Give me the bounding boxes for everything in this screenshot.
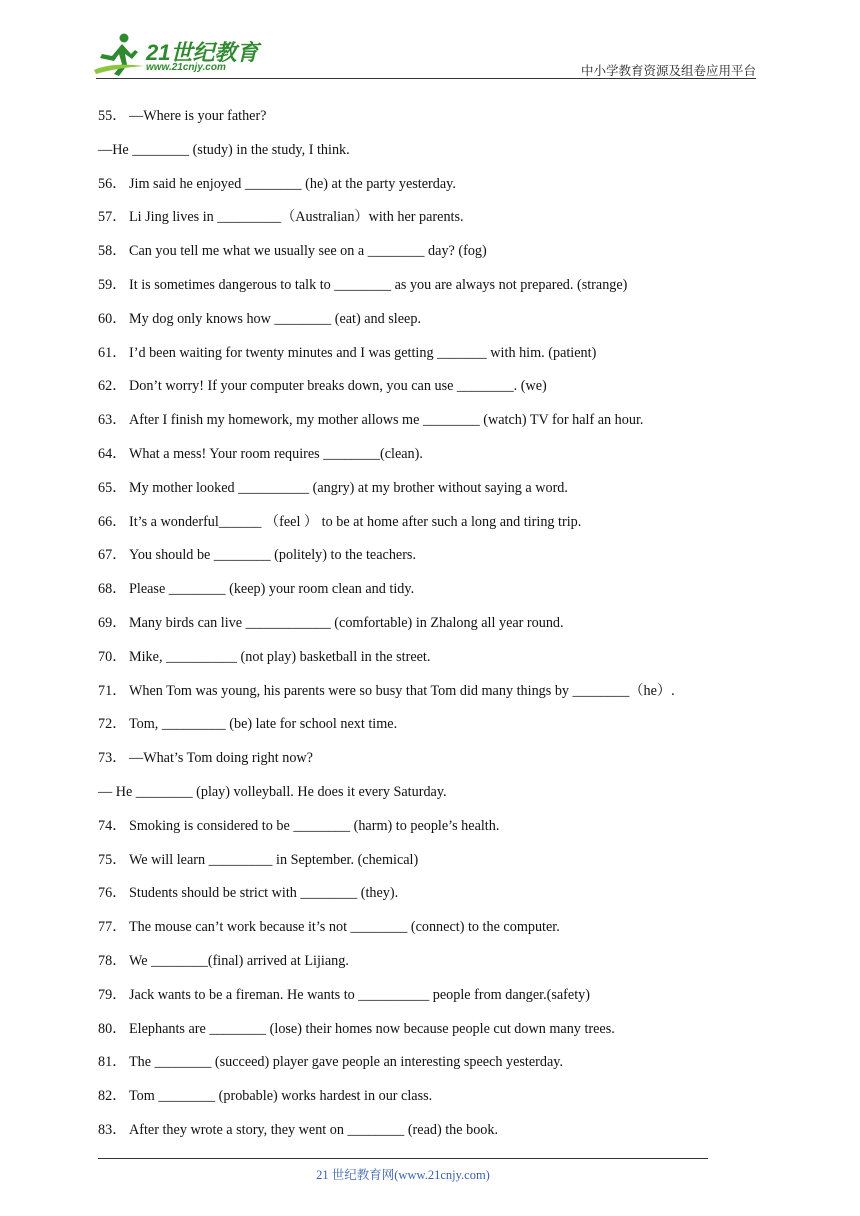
- footer-text: 21 世纪教育网(www.21cnjy.com): [316, 1168, 490, 1182]
- item-number: 78．: [98, 952, 127, 969]
- item-number: 73．: [98, 750, 127, 767]
- item-text: Tom, _________ (be) late for school next time.: [129, 716, 398, 733]
- exercise-line: [98, 205, 738, 239]
- exercise-line: [98, 780, 738, 814]
- item-text: My mother looked __________ (angry) at my brother without saying a word.: [129, 479, 568, 496]
- exercise-line: [98, 1084, 738, 1118]
- exercise-line: [98, 476, 738, 510]
- item-number: 70．: [98, 648, 127, 665]
- item-number: 81．: [98, 1054, 127, 1071]
- item-number: 66．: [98, 513, 127, 530]
- item-number: 56．: [98, 175, 127, 192]
- item-number: 80．: [98, 1020, 127, 1037]
- item-number: 60．: [98, 310, 127, 327]
- item-text: Jack wants to be a fireman. He wants to __________ people from danger.(safety): [129, 986, 590, 1003]
- site-logo: [92, 32, 262, 78]
- item-number: 83．: [98, 1121, 127, 1138]
- exercise-line: [98, 543, 738, 577]
- item-text: It’s a wonderful______ （feel ） to be at home after such a long and tiring trip.: [129, 513, 582, 530]
- item-number: 79．: [98, 986, 127, 1003]
- item-number: 65．: [98, 479, 127, 496]
- item-text: What a mess! Your room requires ________(clean).: [129, 445, 423, 462]
- item-text: Elephants are ________ (lose) their homes now because people cut down many trees.: [129, 1020, 615, 1037]
- exercise-list: [98, 104, 738, 1152]
- item-text: After I finish my homework, my mother allows me ________ (watch) TV for half an hour.: [129, 412, 644, 429]
- item-text: It is sometimes dangerous to talk to ________ as you are always not prepared. (strange): [129, 276, 628, 293]
- item-text: —What’s Tom doing right now?: [129, 750, 313, 767]
- exercise-line: [98, 814, 738, 848]
- item-text: Students should be strict with ________ (they).: [129, 885, 399, 902]
- exercise-line: [98, 1050, 738, 1084]
- item-text: —Where is your father?: [129, 108, 267, 124]
- item-text: After they wrote a story, they went on ________ (read) the book.: [129, 1121, 499, 1138]
- platform-title: 中小学教育资源及组卷应用平台: [580, 63, 756, 78]
- item-text: Jim said he enjoyed ________ (he) at the party yesterday.: [129, 175, 456, 192]
- logo-text: 21世纪教育: [146, 40, 259, 65]
- item-text: You should be ________ (politely) to the teachers.: [129, 547, 416, 564]
- exercise-line: [98, 239, 738, 273]
- item-text: Tom ________ (probable) works hardest in our class.: [129, 1088, 433, 1105]
- exercise-line: [98, 983, 738, 1017]
- exercise-line: [98, 679, 738, 713]
- item-number: 68．: [98, 581, 127, 598]
- logo-url: www.21cnjy.com: [146, 62, 226, 73]
- item-number: 74．: [98, 817, 127, 834]
- exercise-line: [98, 138, 738, 172]
- exercise-line: [98, 442, 738, 476]
- exercise-line: [98, 510, 738, 544]
- exercise-line: [98, 746, 738, 780]
- item-text: Can you tell me what we usually see on a ________ day? (fog): [129, 243, 487, 260]
- item-text: Many birds can live ____________ (comfortable) in Zhalong all year round.: [129, 614, 564, 631]
- exercise-line: [98, 577, 738, 611]
- item-number: 59．: [98, 276, 127, 293]
- item-text: When Tom was young, his parents were so busy that Tom did many things by ________（he）.: [129, 682, 675, 699]
- footer-divider: [98, 1158, 708, 1159]
- item-text: I’d been waiting for twenty minutes and I was getting _______ with him. (patient): [129, 344, 597, 361]
- exercise-line: [98, 273, 738, 307]
- item-text: Smoking is considered to be ________ (harm) to people’s health.: [129, 817, 500, 834]
- exercise-line: [98, 881, 738, 915]
- item-text: My dog only knows how ________ (eat) and sleep.: [129, 310, 421, 327]
- exercise-line: [98, 712, 738, 746]
- exercise-line: [98, 104, 738, 138]
- item-number: 62．: [98, 378, 127, 395]
- item-text: Don’t worry! If your computer breaks down, you can use ________. (we): [129, 378, 547, 395]
- item-text: The ________ (succeed) player gave people an interesting speech yesterday.: [129, 1054, 563, 1071]
- page-header: [0, 0, 860, 90]
- item-number: 69．: [98, 614, 127, 631]
- item-number: 58．: [98, 243, 127, 260]
- exercise-line: [98, 1118, 738, 1152]
- header-divider: [96, 78, 756, 79]
- item-text: We ________(final) arrived at Lijiang.: [129, 952, 349, 969]
- item-number: 55．: [98, 108, 127, 124]
- item-number: 72．: [98, 716, 127, 733]
- exercise-line: [98, 949, 738, 983]
- item-number: 76．: [98, 885, 127, 902]
- item-number: 77．: [98, 919, 127, 936]
- item-number: 75．: [98, 851, 127, 868]
- exercise-line: [98, 374, 738, 408]
- item-number: 71．: [98, 682, 127, 699]
- exercise-line: [98, 172, 738, 206]
- exercise-line: [98, 408, 738, 442]
- item-text: We will learn _________ in September. (chemical): [129, 851, 419, 868]
- item-number: 57．: [98, 209, 127, 226]
- runner-logo-icon: [92, 32, 146, 78]
- exercise-line: [98, 611, 738, 645]
- exercise-line: [98, 848, 738, 882]
- item-text: — He ________ (play) volleyball. He does it every Saturday.: [98, 783, 447, 800]
- item-number: 67．: [98, 547, 127, 564]
- exercise-line: [98, 307, 738, 341]
- exercise-line: [98, 1017, 738, 1051]
- item-text: Mike, __________ (not play) basketball in the street.: [129, 648, 431, 665]
- exercise-line: [98, 645, 738, 679]
- item-text: Please ________ (keep) your room clean and tidy.: [129, 581, 415, 598]
- item-number: 63．: [98, 412, 127, 429]
- item-text: —He ________ (study) in the study, I think.: [98, 141, 350, 158]
- item-number: 82．: [98, 1088, 127, 1105]
- item-text: Li Jing lives in _________（Australian）with her parents.: [129, 209, 464, 226]
- item-text: The mouse can’t work because it’s not ________ (connect) to the computer.: [129, 919, 560, 936]
- exercise-line: [98, 341, 738, 375]
- exercise-line: [98, 915, 738, 949]
- item-number: 64．: [98, 445, 127, 462]
- item-number: 61．: [98, 344, 127, 361]
